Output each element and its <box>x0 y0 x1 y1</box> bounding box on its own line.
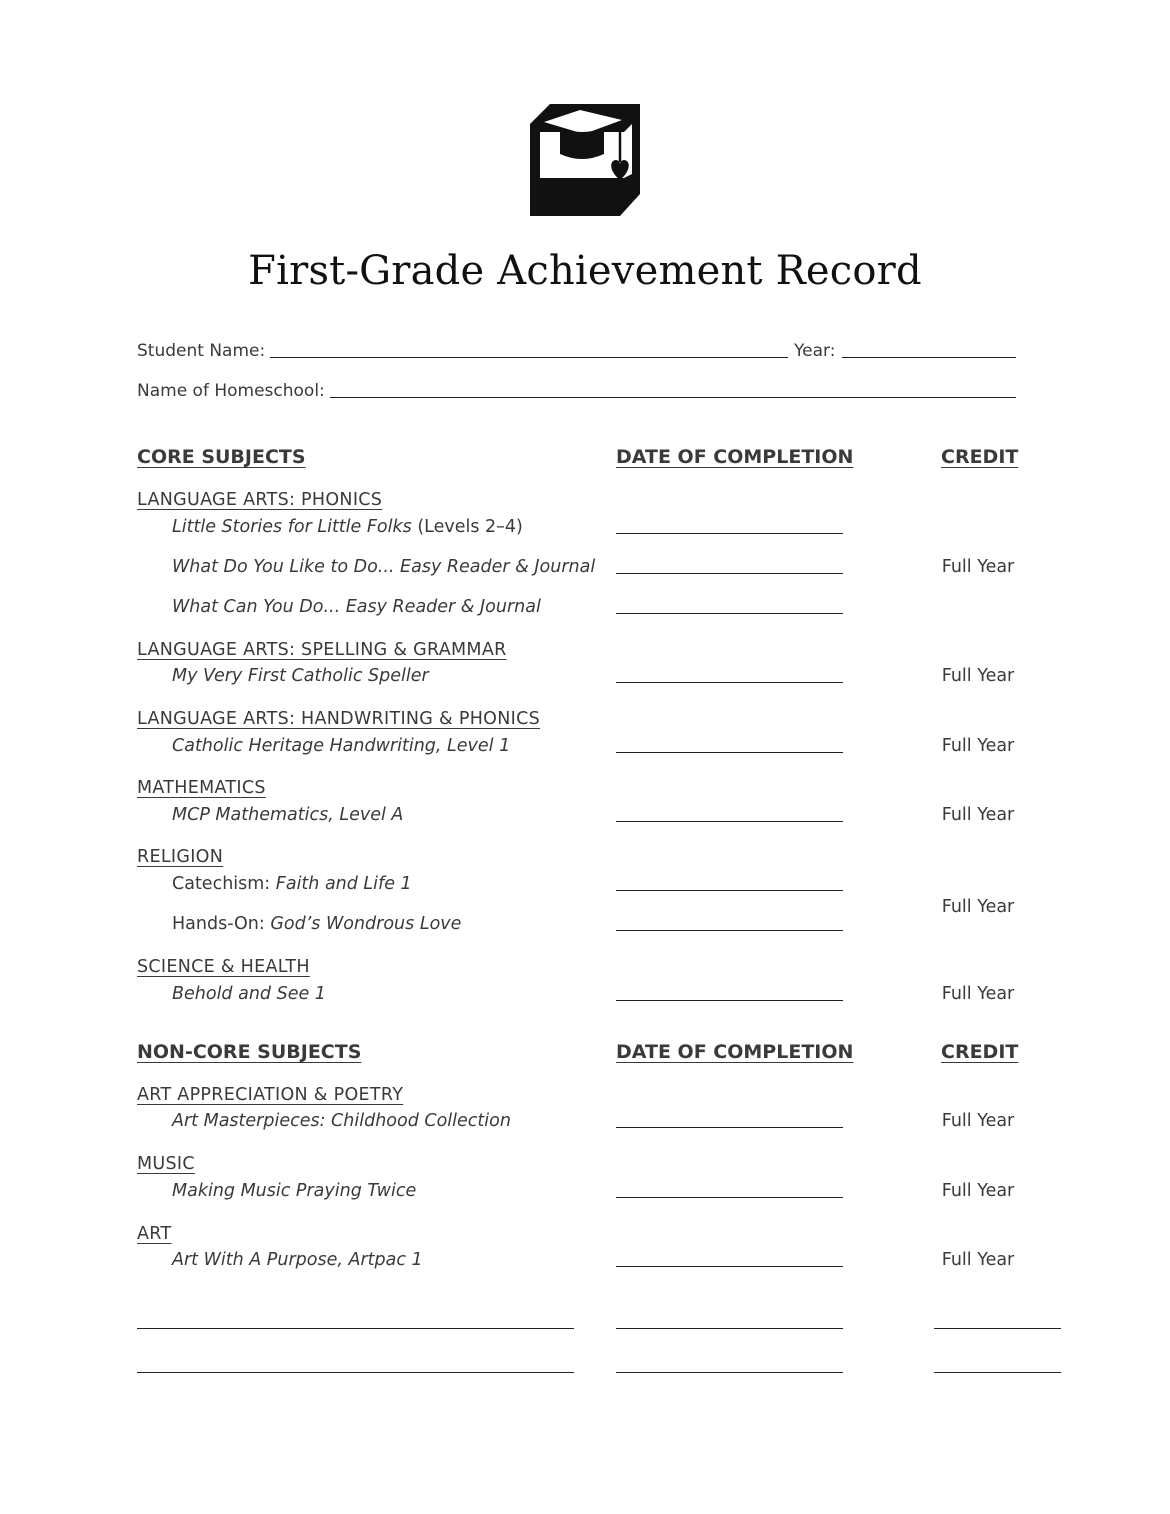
credit-header: CREDIT <box>941 446 1019 468</box>
blank-credit-field[interactable] <box>934 1372 1061 1373</box>
credit-header: CREDIT <box>941 1041 1019 1063</box>
date-field[interactable] <box>616 1127 843 1128</box>
book-speller: My Very First Catholic Speller <box>172 666 429 686</box>
page-title: First-Grade Achievement Record <box>248 248 922 294</box>
book-little-stories: Little Stories for Little Folks (Levels 2–4) <box>172 517 523 537</box>
book-what-do-you-like: What Do You Like to Do... Easy Reader & Journal <box>172 557 596 577</box>
year-field[interactable] <box>842 357 1016 358</box>
student-name-field[interactable] <box>270 357 788 358</box>
subject-phonics: LANGUAGE ARTS: PHONICS <box>137 490 383 510</box>
subject-spelling-grammar: LANGUAGE ARTS: SPELLING & GRAMMAR <box>137 640 507 660</box>
book-art-masterpieces: Art Masterpieces: Childhood Collection <box>172 1111 511 1131</box>
blank-date-field[interactable] <box>616 1372 843 1373</box>
core-subjects-header: CORE SUBJECTS <box>137 446 306 468</box>
blank-date-field[interactable] <box>616 1328 843 1329</box>
book-art-with-a-purpose: Art With A Purpose, Artpac 1 <box>172 1250 423 1270</box>
subject-art: ART <box>137 1224 172 1244</box>
date-field[interactable] <box>616 1000 843 1001</box>
graduation-cap-box-logo-icon <box>524 98 646 222</box>
year-label: Year: <box>794 341 836 361</box>
credit-value: Full Year <box>941 1111 1015 1131</box>
credit-value: Full Year <box>941 1250 1015 1270</box>
date-of-completion-header: DATE OF COMPLETION <box>616 446 854 468</box>
subject-music: MUSIC <box>137 1154 195 1174</box>
blank-credit-field[interactable] <box>934 1328 1061 1329</box>
book-what-can-you-do: What Can You Do... Easy Reader & Journal <box>172 597 541 617</box>
date-field[interactable] <box>616 890 843 891</box>
date-field[interactable] <box>616 573 843 574</box>
subject-science-health: SCIENCE & HEALTH <box>137 957 310 977</box>
subject-art-appreciation-poetry: ART APPRECIATION & POETRY <box>137 1085 404 1105</box>
book-behold-and-see: Behold and See 1 <box>172 984 326 1004</box>
date-field[interactable] <box>616 613 843 614</box>
date-field[interactable] <box>616 930 843 931</box>
book-catechism: Catechism: Faith and Life 1 <box>172 874 412 894</box>
subject-religion: RELIGION <box>137 847 224 867</box>
book-making-music: Making Music Praying Twice <box>172 1181 417 1201</box>
date-field[interactable] <box>616 821 843 822</box>
subject-mathematics: MATHEMATICS <box>137 778 266 798</box>
credit-value: Full Year <box>941 1181 1015 1201</box>
credit-value: Full Year <box>941 557 1015 577</box>
date-field[interactable] <box>616 1197 843 1198</box>
credit-value: Full Year <box>941 897 1015 917</box>
date-field[interactable] <box>616 752 843 753</box>
date-field[interactable] <box>616 682 843 683</box>
book-handwriting: Catholic Heritage Handwriting, Level 1 <box>172 736 511 756</box>
credit-value: Full Year <box>941 666 1015 686</box>
blank-subject-field[interactable] <box>137 1328 574 1329</box>
credit-value: Full Year <box>941 984 1015 1004</box>
student-name-label: Student Name: <box>137 341 266 361</box>
homeschool-field[interactable] <box>330 397 1016 398</box>
non-core-subjects-header: NON-CORE SUBJECTS <box>137 1041 362 1063</box>
date-of-completion-header: DATE OF COMPLETION <box>616 1041 854 1063</box>
homeschool-label: Name of Homeschool: <box>137 381 325 401</box>
book-hands-on: Hands-On: God’s Wondrous Love <box>172 914 462 934</box>
credit-value: Full Year <box>941 736 1015 756</box>
credit-value: Full Year <box>941 805 1015 825</box>
date-field[interactable] <box>616 1266 843 1267</box>
subject-handwriting-phonics: LANGUAGE ARTS: HANDWRITING & PHONICS <box>137 709 541 729</box>
book-mcp-math: MCP Mathematics, Level A <box>172 805 404 825</box>
date-field[interactable] <box>616 533 843 534</box>
blank-subject-field[interactable] <box>137 1372 574 1373</box>
